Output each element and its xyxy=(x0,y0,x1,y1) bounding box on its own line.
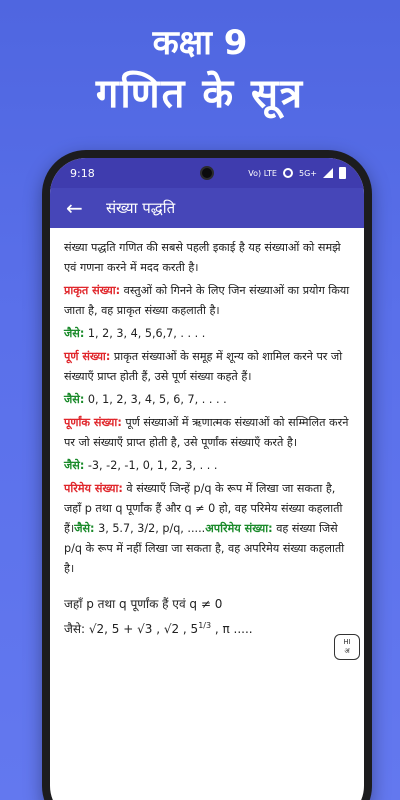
intro-paragraph: संख्या पद्धति गणित की सबसे पहली इकाई है यह संख्याओं को समझे एवं गणना करने में मदद करती है। xyxy=(64,241,341,274)
example-label: जैसे: xyxy=(64,327,85,340)
promo-title-line2: गणित के सूत्र xyxy=(95,71,305,117)
battery-icon xyxy=(339,167,346,179)
natural-number-label: प्राकृत संख्या: xyxy=(64,284,121,297)
example-text: -3, -2, -1, 0, 1, 2, 3, . . . xyxy=(84,459,218,472)
example-label: जैसे: xyxy=(64,393,85,406)
status-icons xyxy=(248,167,346,179)
example-label: जैसे: xyxy=(74,522,95,535)
natural-number-text: वस्तुओं को गिनने के लिए जिन संख्याओं का प्रयोग किया जाता है, वह प्राकृत संख्या कहलाती है। xyxy=(64,284,350,317)
page-title: संख्या पद्धति xyxy=(106,199,176,217)
formula-line-1: जहाँ p तथा q पूर्णांक हैं एवं q ≠ 0 xyxy=(64,597,223,611)
irrational-label: अपरिमेय संख्या: xyxy=(205,522,273,535)
article-content xyxy=(50,228,364,640)
arrow-left-icon[interactable]: ← xyxy=(66,196,83,220)
example-2 xyxy=(64,390,352,410)
status-time: 9:18 xyxy=(70,166,95,180)
formula-prefix: जैसे: √2, 5 + √3 , √2 , 5 xyxy=(64,622,199,636)
formula-suffix: , π ..... xyxy=(211,622,253,636)
promo-title-line1: कक्षा 9 xyxy=(152,23,248,63)
whole-number-label: पूर्ण संख्या: xyxy=(64,350,111,363)
integer-label: पूर्णांक संख्या: xyxy=(64,416,122,429)
signal-icon xyxy=(323,168,333,178)
example-text: 0, 1, 2, 3, 4, 5, 6, 7, . . . . xyxy=(84,393,227,406)
example-label: जैसे: xyxy=(64,459,85,472)
app-bar xyxy=(50,188,364,228)
integer-text: पूर्ण संख्याओं में ऋणात्मक संख्याओं को सम्मिलित करने पर जो संख्याएँ प्राप्त होती है, उसे पूर्णांक संख्याएँ करते है। xyxy=(64,416,349,449)
integer-paragraph xyxy=(64,413,352,453)
phone-frame xyxy=(42,150,372,800)
rational-paragraph xyxy=(64,479,352,579)
signal-label: 5G+ xyxy=(299,168,317,178)
irrational-text: वह संख्या जिसे p/q के रूप में नहीं लिखा जा सकता है, वह अपरिमेय संख्या कहलाती है। xyxy=(64,522,345,575)
hotspot-icon xyxy=(283,168,293,178)
example-3 xyxy=(64,456,352,476)
network-label: Vo) LTE xyxy=(248,168,277,178)
example-1 xyxy=(64,324,352,344)
natural-number-paragraph xyxy=(64,281,352,321)
whole-number-paragraph xyxy=(64,347,352,387)
whole-number-text: प्राकृत संख्याओं के समूह में शून्य को शामिल करने पर जो संख्याएँ प्राप्त होती हैं, उसे पूर्ण संख्या कहते हैं। xyxy=(64,350,343,383)
formula-block xyxy=(64,593,352,640)
phone-screen xyxy=(50,158,364,800)
translate-bottom-label: अ xyxy=(344,647,350,655)
formula-line-2 xyxy=(64,615,352,640)
example-text: 1, 2, 3, 4, 5,6,7, . . . . xyxy=(84,327,206,340)
rational-text: वे संख्याएँ जिन्हें p/q के रूप में लिखा जा सकता है, जहाँ p तथा q पूर्णांक हैं और q ≠ 0 हो, वह परिमेय संख्या कहलाती हैं। xyxy=(64,482,343,535)
camera-cutout xyxy=(200,166,214,180)
translate-top-label: HI xyxy=(343,638,351,646)
translate-button[interactable] xyxy=(334,634,360,660)
formula-superscript: 1/3 xyxy=(198,621,212,630)
example-text: 3, 5.7, 3/2, p/q, ..... xyxy=(94,522,206,535)
rational-label: परिमेय संख्या: xyxy=(64,482,123,495)
